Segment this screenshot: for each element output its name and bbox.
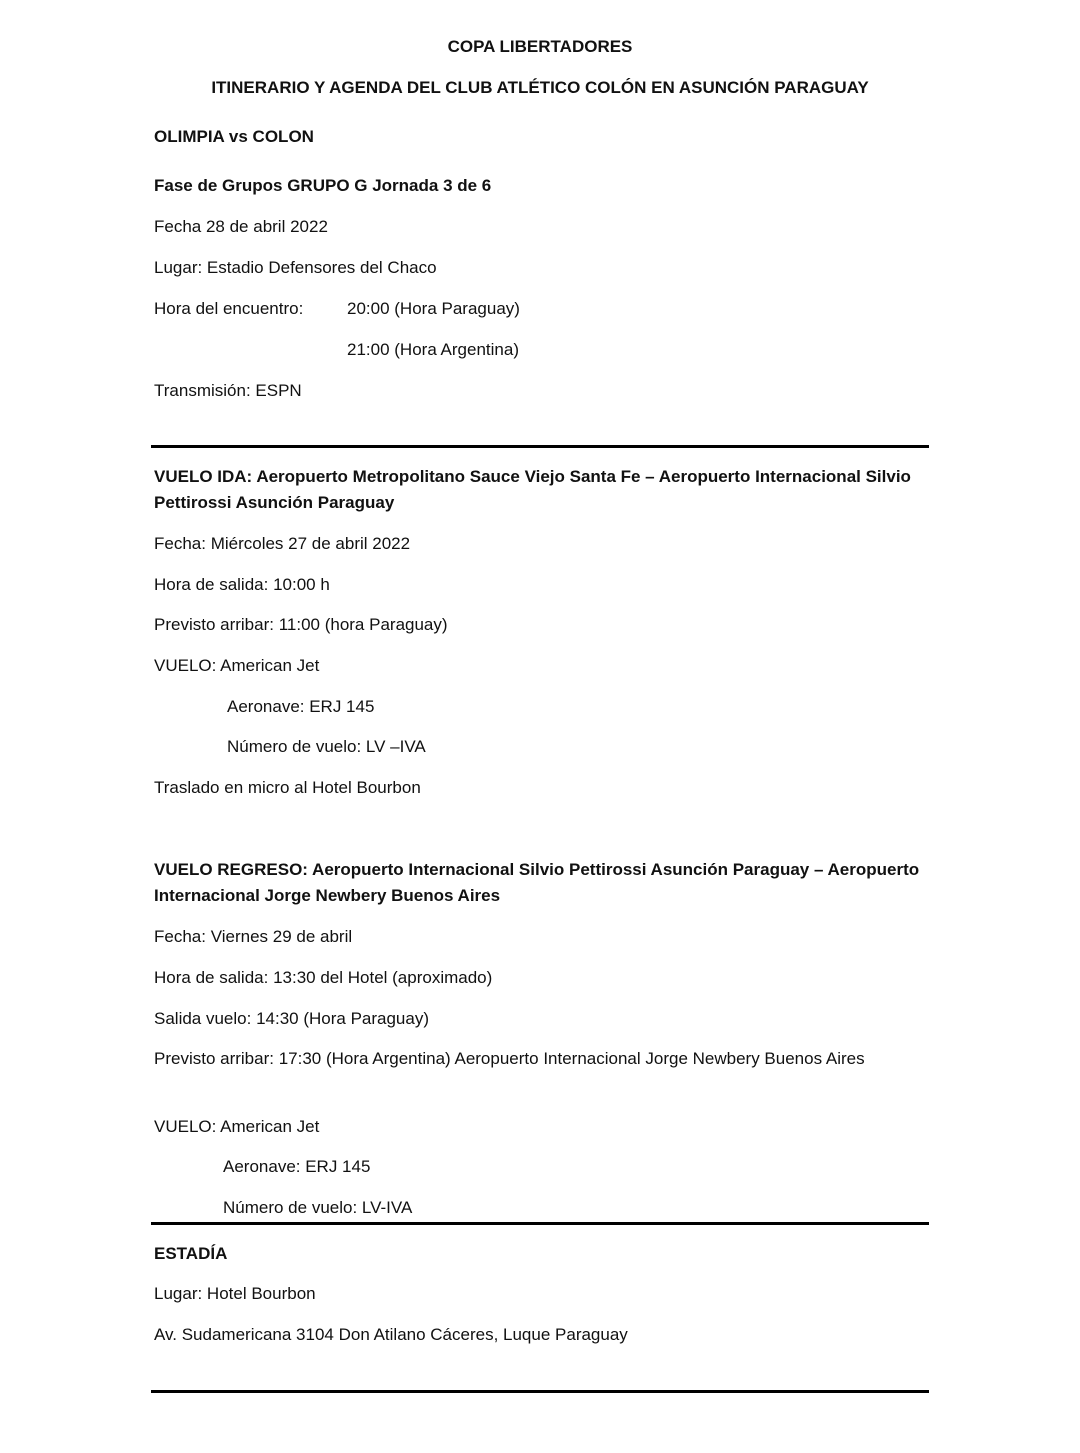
return-flight-departure: Salida vuelo: 14:30 (Hora Paraguay)	[154, 1009, 429, 1028]
outbound-flight: VUELO: American Jet	[154, 656, 320, 675]
outbound-transfer: Traslado en micro al Hotel Bourbon	[154, 778, 421, 797]
return-departure: Hora de salida: 13:30 del Hotel (aproximado)	[154, 968, 493, 987]
section-divider	[151, 445, 929, 448]
outbound-departure: Hora de salida: 10:00 h	[154, 575, 330, 594]
return-flight: VUELO: American Jet	[154, 1117, 320, 1136]
outbound-heading: VUELO IDA: Aeropuerto Metropolitano Sauce Viejo Santa Fe – Aeropuerto Internacional Silvio Pettirossi Asunción Paraguay	[154, 467, 911, 512]
outbound-arrival: Previsto arribar: 11:00 (hora Paraguay)	[154, 615, 448, 634]
section-divider	[151, 1390, 929, 1393]
stay-heading: ESTADÍA	[154, 1244, 228, 1263]
outbound-aircraft: Aeronave: ERJ 145	[227, 697, 375, 716]
match-teams: OLIMPIA vs COLON	[154, 127, 314, 146]
match-time-paraguay: 20:00 (Hora Paraguay)	[347, 299, 520, 318]
document-subtitle: ITINERARIO Y AGENDA DEL CLUB ATLÉTICO COLÓN EN ASUNCIÓN PARAGUAY	[211, 78, 869, 97]
return-heading: VUELO REGRESO: Aeropuerto Internacional Silvio Pettirossi Asunción Paraguay – Aeropuerto Internacional Jorge Newbery Buenos Aires	[154, 860, 920, 905]
stay-place: Lugar: Hotel Bourbon	[154, 1284, 316, 1303]
document-title: COPA LIBERTADORES	[447, 37, 633, 56]
match-date: Fecha 28 de abril 2022	[154, 217, 328, 236]
outbound-date: Fecha: Miércoles 27 de abril 2022	[154, 534, 411, 553]
outbound-flight-number: Número de vuelo: LV –IVA	[227, 737, 426, 756]
match-phase: Fase de Grupos GRUPO G Jornada 3 de 6	[154, 176, 492, 195]
match-venue: Lugar: Estadio Defensores del Chaco	[154, 258, 437, 277]
return-arrival: Previsto arribar: 17:30 (Hora Argentina) Aeropuerto Internacional Jorge Newbery Buenos Aires	[154, 1049, 865, 1068]
return-date: Fecha: Viernes 29 de abril	[154, 927, 353, 946]
match-broadcast: Transmisión: ESPN	[154, 381, 302, 400]
return-aircraft: Aeronave: ERJ 145	[223, 1157, 371, 1176]
match-time-label: Hora del encuentro:	[154, 299, 304, 318]
return-flight-number: Número de vuelo: LV-IVA	[223, 1198, 413, 1217]
match-time-argentina: 21:00 (Hora Argentina)	[347, 340, 519, 359]
stay-address: Av. Sudamericana 3104 Don Atilano Cáceres, Luque Paraguay	[154, 1325, 628, 1344]
section-divider	[151, 1222, 929, 1225]
